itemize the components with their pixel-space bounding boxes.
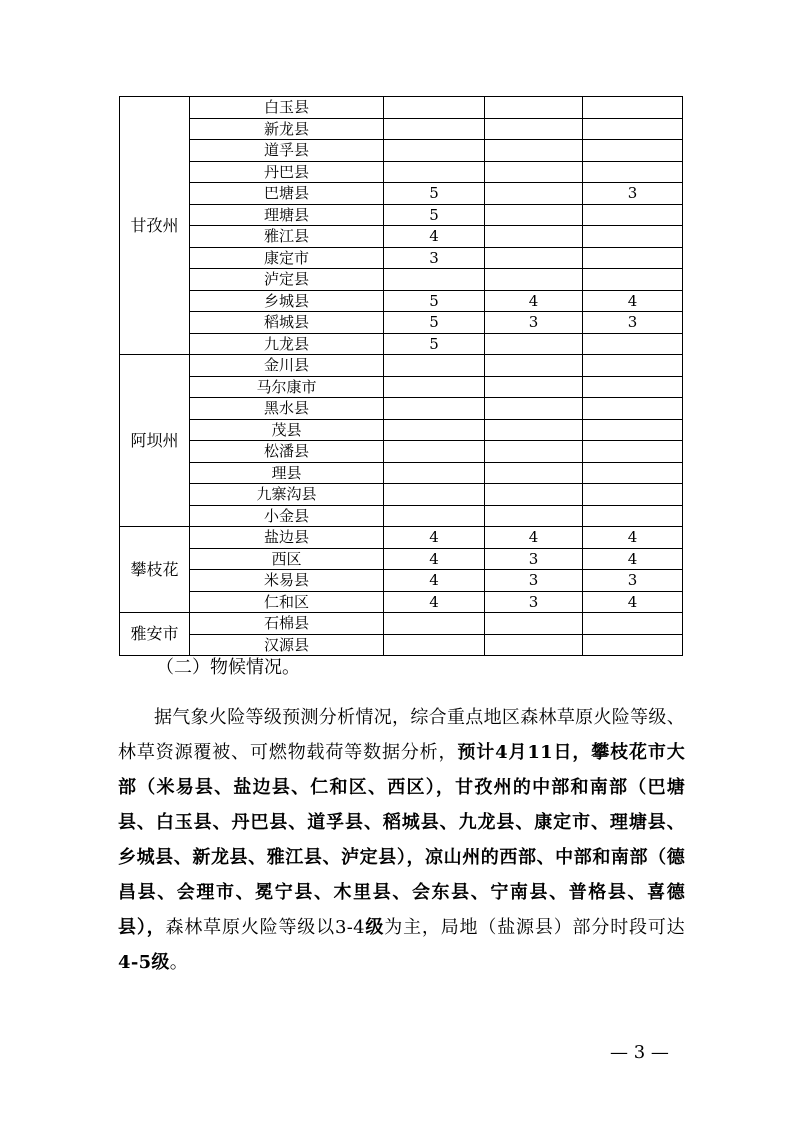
risk-level-cell xyxy=(384,484,485,506)
risk-level-cell: 4 xyxy=(583,548,683,570)
county-cell: 松潘县 xyxy=(190,441,384,463)
risk-level-cell xyxy=(485,226,583,248)
risk-level-cell: 4 xyxy=(583,591,683,613)
risk-level-cell xyxy=(583,118,683,140)
risk-level-cell: 4 xyxy=(384,527,485,549)
county-cell: 道孚县 xyxy=(190,140,384,162)
risk-level-cell xyxy=(485,505,583,527)
county-cell: 丹巴县 xyxy=(190,161,384,183)
section-heading: （二）物候情况。 xyxy=(156,657,300,678)
risk-level-cell xyxy=(485,484,583,506)
table-row xyxy=(120,484,683,506)
table-row xyxy=(120,118,683,140)
fire-risk-table xyxy=(119,96,683,656)
risk-level-cell xyxy=(583,97,683,119)
risk-level-cell xyxy=(384,97,485,119)
table-row xyxy=(120,269,683,291)
table-row xyxy=(120,183,683,205)
county-cell: 雅江县 xyxy=(190,226,384,248)
county-cell: 茂县 xyxy=(190,419,384,441)
table-row xyxy=(120,97,683,119)
county-cell: 白玉县 xyxy=(190,97,384,119)
table-row xyxy=(120,312,683,334)
paragraph-end: 。 xyxy=(169,952,189,973)
risk-level-cell xyxy=(384,613,485,635)
risk-level-cell xyxy=(485,140,583,162)
table-row xyxy=(120,462,683,484)
county-cell: 仁和区 xyxy=(190,591,384,613)
risk-level-cell xyxy=(384,161,485,183)
county-cell: 乡城县 xyxy=(190,290,384,312)
risk-level-cell xyxy=(583,247,683,269)
county-cell: 泸定县 xyxy=(190,269,384,291)
paragraph-peak-level: 4-5级 xyxy=(118,952,170,973)
risk-level-cell: 4 xyxy=(384,591,485,613)
table-row xyxy=(120,570,683,592)
table-row xyxy=(120,419,683,441)
table-row xyxy=(120,591,683,613)
table-row xyxy=(120,527,683,549)
risk-level-cell xyxy=(583,419,683,441)
county-cell: 金川县 xyxy=(190,355,384,377)
risk-level-cell xyxy=(583,355,683,377)
risk-level-cell: 4 xyxy=(583,290,683,312)
region-cell: 甘孜州 xyxy=(120,97,190,355)
risk-level-cell: 4 xyxy=(485,290,583,312)
table-row xyxy=(120,204,683,226)
risk-level-cell: 4 xyxy=(485,527,583,549)
risk-level-cell xyxy=(485,204,583,226)
forecast-paragraph xyxy=(118,700,685,980)
county-cell: 马尔康市 xyxy=(190,376,384,398)
risk-level-cell xyxy=(485,97,583,119)
table-row xyxy=(120,140,683,162)
risk-level-cell xyxy=(384,376,485,398)
risk-level-cell: 5 xyxy=(384,204,485,226)
table-row xyxy=(120,355,683,377)
risk-level-cell xyxy=(583,398,683,420)
risk-level-cell xyxy=(583,484,683,506)
paragraph-risk-level: 森林草原火险等级以3-4 xyxy=(165,917,365,938)
risk-level-cell: 3 xyxy=(583,570,683,592)
county-cell: 新龙县 xyxy=(190,118,384,140)
risk-level-cell xyxy=(583,613,683,635)
risk-level-cell xyxy=(384,462,485,484)
risk-level-cell xyxy=(384,118,485,140)
risk-level-cell xyxy=(583,505,683,527)
table-row xyxy=(120,505,683,527)
risk-level-cell xyxy=(485,462,583,484)
county-cell: 汉源县 xyxy=(190,634,384,656)
risk-level-cell: 4 xyxy=(384,226,485,248)
county-cell: 理塘县 xyxy=(190,204,384,226)
risk-level-cell: 3 xyxy=(485,570,583,592)
risk-level-cell: 4 xyxy=(384,570,485,592)
paragraph-level-unit: 级 xyxy=(364,917,385,938)
county-cell: 稻城县 xyxy=(190,312,384,334)
county-cell: 理县 xyxy=(190,462,384,484)
risk-level-cell xyxy=(485,333,583,355)
risk-level-cell: 3 xyxy=(583,183,683,205)
fire-risk-table-wrap xyxy=(119,96,682,656)
risk-level-cell: 3 xyxy=(384,247,485,269)
risk-level-cell: 5 xyxy=(384,183,485,205)
table-body xyxy=(120,97,683,656)
risk-level-cell xyxy=(384,140,485,162)
paragraph-local-area: 为主，局地（盐源县）部分时段可达 xyxy=(384,917,685,938)
risk-level-cell: 4 xyxy=(583,527,683,549)
table-row xyxy=(120,247,683,269)
county-cell: 康定市 xyxy=(190,247,384,269)
table-row xyxy=(120,333,683,355)
risk-level-cell xyxy=(384,441,485,463)
risk-level-cell: 5 xyxy=(384,312,485,334)
risk-level-cell: 5 xyxy=(384,333,485,355)
risk-level-cell xyxy=(583,161,683,183)
risk-level-cell: 3 xyxy=(583,312,683,334)
risk-level-cell xyxy=(485,355,583,377)
page-number: — 3 — xyxy=(610,1042,669,1063)
table-row xyxy=(120,441,683,463)
county-cell: 石棉县 xyxy=(190,613,384,635)
table-row xyxy=(120,398,683,420)
risk-level-cell xyxy=(485,419,583,441)
risk-level-cell xyxy=(583,226,683,248)
risk-level-cell xyxy=(583,204,683,226)
table-row xyxy=(120,548,683,570)
risk-level-cell xyxy=(583,140,683,162)
county-cell: 黑水县 xyxy=(190,398,384,420)
paragraph-intro: 据气象火险等级预测分析情况，综合重点地区森林草原火险等级、林草资源覆被、可燃物载荷等数据分析， xyxy=(118,707,685,763)
risk-level-cell xyxy=(485,441,583,463)
risk-level-cell xyxy=(485,161,583,183)
region-cell: 雅安市 xyxy=(120,613,190,656)
risk-level-cell xyxy=(583,269,683,291)
risk-level-cell xyxy=(485,183,583,205)
risk-level-cell xyxy=(583,376,683,398)
risk-level-cell xyxy=(485,376,583,398)
region-cell: 阿坝州 xyxy=(120,355,190,527)
county-cell: 巴塘县 xyxy=(190,183,384,205)
risk-level-cell: 3 xyxy=(485,312,583,334)
risk-level-cell: 4 xyxy=(384,548,485,570)
table-row xyxy=(120,290,683,312)
risk-level-cell xyxy=(384,419,485,441)
table-row xyxy=(120,613,683,635)
risk-level-cell: 3 xyxy=(485,548,583,570)
county-cell: 西区 xyxy=(190,548,384,570)
paragraph-forecast-areas: 预计4月11日，攀枝花市大部（米易县、盐边县、仁和区、西区），甘孜州的中部和南部（巴塘县、白玉县、丹巴县、道孚县、稻城县、九龙县、康定市、理塘县、乡城县、新龙县、雅江县、泸定县），凉山州的西部、中部和南部（德昌县、会理市、冕宁县、木里县、会东县、宁南县、普格县、喜德县）， xyxy=(118,742,685,938)
risk-level-cell xyxy=(384,269,485,291)
table-row xyxy=(120,376,683,398)
risk-level-cell xyxy=(384,355,485,377)
county-cell: 九龙县 xyxy=(190,333,384,355)
table-row xyxy=(120,226,683,248)
risk-level-cell xyxy=(384,505,485,527)
table-row xyxy=(120,161,683,183)
risk-level-cell xyxy=(583,462,683,484)
risk-level-cell xyxy=(384,398,485,420)
risk-level-cell xyxy=(583,333,683,355)
county-cell: 小金县 xyxy=(190,505,384,527)
risk-level-cell xyxy=(485,118,583,140)
county-cell: 盐边县 xyxy=(190,527,384,549)
risk-level-cell: 5 xyxy=(384,290,485,312)
region-cell: 攀枝花 xyxy=(120,527,190,613)
risk-level-cell xyxy=(485,247,583,269)
risk-level-cell xyxy=(583,441,683,463)
county-cell: 米易县 xyxy=(190,570,384,592)
risk-level-cell xyxy=(485,613,583,635)
county-cell: 九寨沟县 xyxy=(190,484,384,506)
risk-level-cell xyxy=(485,398,583,420)
risk-level-cell: 3 xyxy=(485,591,583,613)
risk-level-cell xyxy=(485,269,583,291)
